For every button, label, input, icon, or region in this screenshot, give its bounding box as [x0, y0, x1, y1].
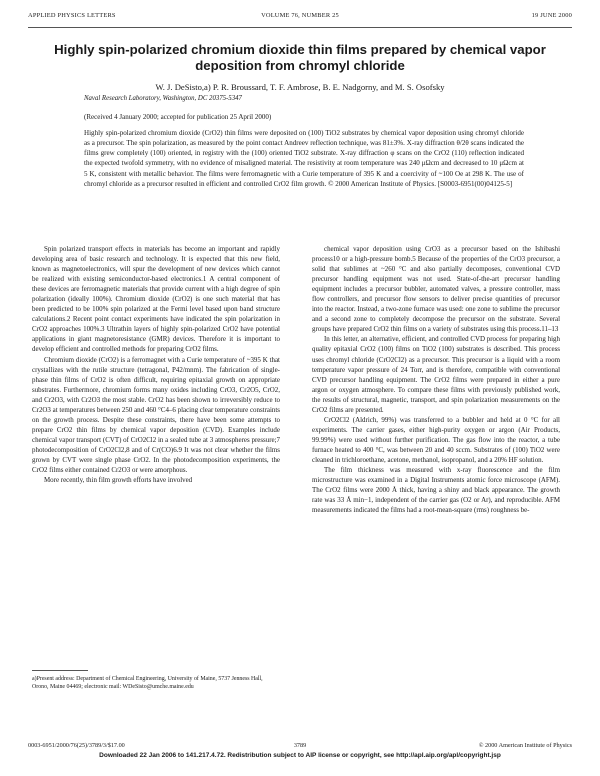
page-number: 3789: [293, 742, 307, 749]
paragraph: Chromium dioxide (CrO2) is a ferromagnet with a Curie temperature of ~395 K that crystallizes with the rutile structure (tetragonal, P42/mnm). The fabrication of single-phase thin films of CrO2 is often difficult, requiring epitaxial growth on appropriate substrates. Furthermore, chromium forms many oxides including CrO3, Cr2O5, CrO2, and Cr2O3, with Cr2O3 the most stable. CrO2 has been shown to irreversibly reduce to Cr2O3 at temperatures between 250 and 460 °C4–6 placing clear temperature constraints on the growth process. Despite these constraints, there have been some attempts to prepare CrO2 thin films by chemical vapor deposition (CVD). Examples include chemical vapor transport (CVT) of CrO2Cl2 in a sealed tube at 3 atmospheres pressure;7 photodecomposition of CrO2Cl2,8 and of Cr(CO)6.9 It was not clear whether the films grown by CVT were single phase CrO2. In the photodecomposition experiments, the CrO2 films either contained Cr2O3 or were amorphous.: [32, 355, 280, 475]
paper-title: Highly spin-polarized chromium dioxide thin films prepared by chemical vapor deposition from chromyl chloride: [54, 42, 546, 73]
author-list: W. J. DeSisto,a) P. R. Broussard, T. F. Ambrose, B. E. Nadgorny, and M. S. Osofsky: [155, 82, 445, 92]
paragraph: In this letter, an alternative, efficient, and controlled CVD process for preparing high quality epitaxial CrO2 (100) films on TiO2 (100) substrates is described. This process uses chromyl chloride (CrO2Cl2) as a precursor. This precursor is a liquid with a room temperature vapor pressure of 24 Torr, and is therefore, compatible with conventional CVD precursor handling equipment. The CrO2 films were prepared in either a pure argon or oxygen atmosphere. To compare these films with previously published work, the results of structural, magnetic, transport, and spin polarization measurements on the CrO2 films are presented.: [312, 335, 560, 414]
affiliation: Naval Research Laboratory, Washington, DC 20375-5347: [84, 95, 242, 102]
body-column-left: [32, 244, 280, 485]
copyright: © 2000 American Institute of Physics: [478, 742, 572, 749]
footnote: a)Present address: Department of Chemical Engineering, University of Maine, 5737 Jenness Hall, Orono, Maine 04469; electronic mail: WDeSisto@umche.maine.edu: [32, 676, 263, 691]
header-rule: [28, 27, 572, 28]
received-dates: (Received 4 January 2000; accepted for publication 25 April 2000): [84, 113, 272, 121]
paragraph: Spin polarized transport effects in materials has become an important and rapidly developing area of basic research and technology. It is expected that this new field, known as magnetoelectronics, will spur the development of new devices which cannot be realized with existing semiconductor-based electronics.1 A central component of these devices are ferromagnetic materials that provide current with a high degree of spin polarization (ideally 100%). Chromium dioxide (CrO2) is one such material that has been predicted to be 100% spin polarized at the Fermi level based upon band structure calculations.2 Recent point contact experiments have indicated the spin polarization in CrO2 approaches 100%.3 Ultrathin layers of highly spin-polarized CrO2 have potential applications in giant magnetoresistance (GMR) devices. Therefore it is important to develop efficient and controlled methods for preparing CrO2 films.: [32, 245, 280, 354]
page-footer: [28, 742, 572, 752]
paragraph: CrO2Cl2 (Aldrich, 99%) was transferred to a bubbler and held at 0 °C for all experiments. The carrier gases, either high-purity oxygen or argon (Air Products, 99.99%) were used without further purification. The gas flow into the reactor, a tube furnace heated to 400 °C, was between 20 and 40 sccm. Substrates of (100) TiO2 were cleaned in trichloroethane, acetone, methanol, isopropanol, and a 20% HF solution.: [312, 415, 560, 464]
issue-date: 19 JUNE 2000: [531, 12, 572, 19]
journal-name: APPLIED PHYSICS LETTERS: [28, 12, 116, 19]
running-header: [28, 12, 572, 24]
paragraph: More recently, thin film growth efforts have involved: [44, 476, 193, 485]
body-column-right: [312, 244, 560, 515]
footnote-rule: [32, 670, 88, 671]
volume-number: VOLUME 76, NUMBER 25: [261, 12, 339, 19]
paragraph: The film thickness was measured with x-ray fluorescence and the film microstructure was examined in a Digital Instruments atomic force microscope (AFM). The CrO2 films were 2000 Å thick, having a shiny and black appearance. The growth rate was 33 Å min−1, independent of the carrier gas (O2 or Ar), and reproducible. AFM measurements indicated the films had a root-mean-square (rms) roughness be-: [312, 466, 560, 515]
download-notice: Downloaded 22 Jan 2006 to 141.217.4.72. Redistribution subject to AIP license or copyright, see http://apl.aip.org/apl/copyright.jsp: [99, 752, 501, 759]
issn-code: 0003-6951/2000/76(25)/3789/3/$17.00: [28, 742, 125, 749]
abstract: Highly spin-polarized chromium dioxide (CrO2) thin films were deposited on (100) TiO2 substrates by chemical vapor deposition using chromyl chloride as a precursor. The spin polarization, as measured by the point contact Andreev reflection technique, was 81±3%. X-ray diffraction θ/2θ scans indicated the films grew completely (100) oriented, in registry with the (100) oriented TiO2 substrate. X-ray diffraction φ scans on the CrO2 (110) reflection indicated the expected twofold symmetry, with no evidence of misaligned material. The resistivity at room temperature was 240 μΩcm and decreased to 10 μΩcm at 5 K, consistent with metallic behavior. The films were ferromagnetic with a Curie temperature of 395 K and a coercivity of ~100 Oe at 298 K. The use of chromyl chloride as a precursor resulted in efficient and controlled CrO2 film growth. © 2000 American Institute of Physics. [S0003-6951(00)04125-5]: [84, 129, 524, 188]
paragraph: chemical vapor deposition using CrO3 as a precursor based on the Ishibashi process10 or a high-pressure bomb.5 Because of the properties of the CrO3 precursor, a solid that sublimes at ~260 °C and also partially decomposes, conventional CVD precursor handling equipment was not used. State-of-the-art precursor handling equipment includes a precursor bubbler, automated valves, a pressure controller, mass flow controllers, and precursor flow sensors to deliver precise quantities of precursor into the reactor. Instead, a two-zone furnace was used: one zone to sublime the precursor and a second zone to completely decompose the precursor on the substrate. Several groups have prepared CrO2 thin films on a variety of substrates using this process.11–13: [312, 245, 560, 334]
